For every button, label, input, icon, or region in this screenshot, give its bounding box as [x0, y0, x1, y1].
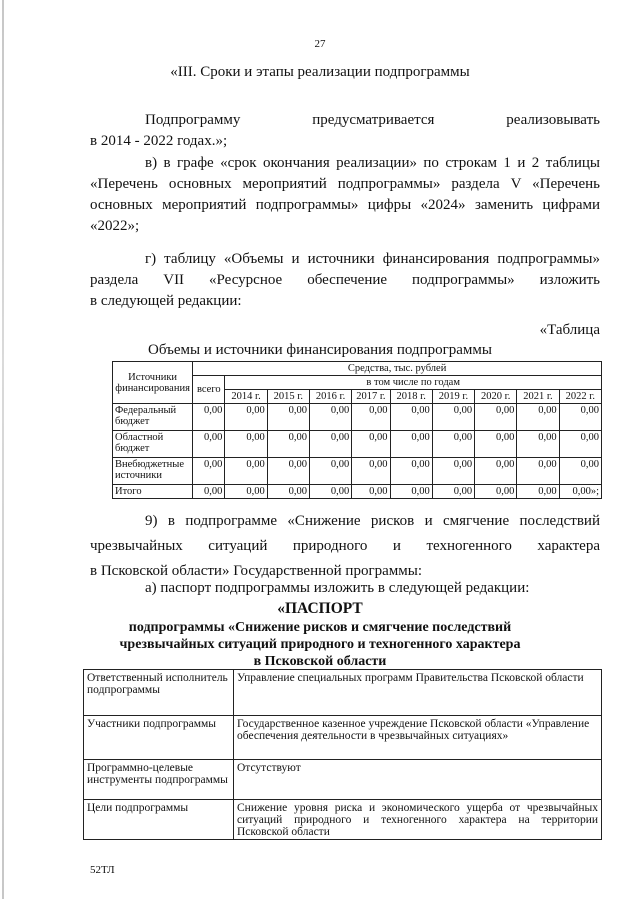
table-label: «Таблица — [539, 322, 600, 338]
table-row — [113, 431, 602, 458]
header-funds: Средства, тыс. рублей — [193, 362, 602, 376]
cell-value: 0,00 — [390, 431, 432, 458]
paragraph-passport-intro: а) паспорт подпрограммы изложить в следующей редакции: — [145, 580, 530, 596]
year-header: 2017 г. — [352, 390, 390, 404]
cell-value: 0,00 — [267, 458, 309, 485]
text-line: в следующей редакции: — [90, 293, 242, 309]
footer-code: 52ТЛ — [90, 864, 115, 876]
cell-value: 0,00 — [193, 404, 225, 431]
cell-value: 0,00»; — [559, 485, 601, 499]
page-edge-shadow — [2, 0, 4, 899]
passport-value: Государственное казенное учреждение Псковской области «Управление обеспечения деятельности в чрезвычайных ситуациях» — [234, 716, 602, 760]
table-row — [84, 800, 602, 840]
passport-label: Цели подпрограммы — [84, 800, 234, 840]
cell-value: 0,00 — [432, 485, 474, 499]
table-row — [113, 485, 602, 499]
cell-value: 0,00 — [267, 485, 309, 499]
cell-value: 0,00 — [193, 485, 225, 499]
cell-value: 0,00 — [475, 485, 517, 499]
year-header: 2016 г. — [309, 390, 351, 404]
passport-label: Участники подпрограммы — [84, 716, 234, 760]
cell-value: 0,00 — [309, 404, 351, 431]
header-by-year: в том числе по годам — [225, 376, 602, 390]
table-row — [84, 670, 602, 716]
year-header: 2020 г. — [475, 390, 517, 404]
cell-value: 0,00 — [309, 431, 351, 458]
paragraph-term — [90, 110, 600, 152]
cell-value: 0,00 — [193, 458, 225, 485]
passport-table — [83, 669, 602, 840]
word: предусматривается — [312, 112, 435, 128]
passport-title-line: подпрограммы «Снижение рисков и смягчение последствий — [128, 620, 512, 635]
text-line: 9) в подпрограмме «Снижение рисков и смягчение последствий — [145, 513, 600, 529]
section-title: «III. Сроки и этапы реализации подпрограммы — [170, 64, 470, 80]
cell-value: 0,00 — [309, 458, 351, 485]
text-line: чрезвычайных ситуаций природного и техногенного характера — [90, 538, 600, 554]
cell-value: 0,00 — [225, 458, 267, 485]
cell-value: 0,00 — [390, 458, 432, 485]
header-total: всего — [193, 376, 225, 404]
cell-value: 0,00 — [267, 431, 309, 458]
cell-value: 0,00 — [309, 485, 351, 499]
year-header: 2022 г. — [559, 390, 601, 404]
cell-value: 0,00 — [225, 431, 267, 458]
cell-value: 0,00 — [225, 404, 267, 431]
passport-value: Отсутствуют — [234, 760, 602, 800]
cell-value: 0,00 — [352, 431, 390, 458]
row-source: Внебюджетные источники — [113, 458, 193, 485]
text-line: раздела VII «Ресурсное обеспечение подпрограммы» изложить — [90, 272, 600, 288]
text-line: в) в графе «срок окончания реализации» по строкам 1 и 2 таблицы — [145, 155, 600, 171]
text-line: в Псковской области» Государственной программы: — [90, 563, 422, 579]
row-source: Федеральный бюджет — [113, 404, 193, 431]
passport-title — [0, 619, 640, 670]
text-line: основных мероприятий подпрограммы» цифры «2024» заменить цифрами — [90, 197, 600, 213]
cell-value: 0,00 — [517, 485, 559, 499]
cell-value: 0,00 — [352, 404, 390, 431]
paragraph-amend-g — [90, 249, 600, 312]
cell-value: 0,00 — [517, 404, 559, 431]
passport-label: Программно-целевые инструменты подпрограммы — [84, 760, 234, 800]
year-header: 2021 г. — [517, 390, 559, 404]
table-row — [84, 760, 602, 800]
cell-value: 0,00 — [559, 431, 601, 458]
cell-value: 0,00 — [352, 485, 390, 499]
text-line: г) таблицу «Объемы и источники финансирования подпрограммы» — [145, 251, 600, 267]
cell-value: 0,00 — [390, 404, 432, 431]
cell-value: 0,00 — [432, 431, 474, 458]
year-header: 2018 г. — [390, 390, 432, 404]
text-line: «2022»; — [90, 218, 140, 234]
table-row — [113, 404, 602, 431]
year-header: 2015 г. — [267, 390, 309, 404]
cell-value: 0,00 — [225, 485, 267, 499]
passport-heading: «ПАСПОРТ — [277, 600, 363, 617]
year-header: 2014 г. — [225, 390, 267, 404]
cell-value: 0,00 — [559, 458, 601, 485]
passport-title-line: в Псковской области — [253, 654, 387, 669]
word: Подпрограмму — [145, 112, 241, 128]
cell-value: 0,00 — [432, 404, 474, 431]
cell-value: 0,00 — [517, 458, 559, 485]
table-title: Объемы и источники финансирования подпрограммы — [148, 342, 492, 358]
passport-title-line: чрезвычайных ситуаций природного и техногенного характера — [119, 637, 521, 652]
cell-value: 0,00 — [559, 404, 601, 431]
table-row — [113, 458, 602, 485]
finance-table — [112, 361, 602, 499]
cell-value: 0,00 — [352, 458, 390, 485]
table-row — [84, 716, 602, 760]
cell-value: 0,00 — [390, 485, 432, 499]
cell-value: 0,00 — [517, 431, 559, 458]
row-source: Итого — [113, 485, 193, 499]
page-number: 27 — [314, 38, 326, 50]
year-header: 2019 г. — [432, 390, 474, 404]
cell-value: 0,00 — [432, 458, 474, 485]
paragraph-subprogram-9 — [90, 509, 600, 584]
row-source: Областной бюджет — [113, 431, 193, 458]
word: реализовывать — [506, 112, 600, 128]
cell-value: 0,00 — [475, 431, 517, 458]
passport-label: Ответственный исполнитель подпрограммы — [84, 670, 234, 716]
cell-value: 0,00 — [475, 458, 517, 485]
passport-value: Управление специальных программ Правительства Псковской области — [234, 670, 602, 716]
cell-value: 0,00 — [267, 404, 309, 431]
paragraph-amend-v — [90, 153, 600, 237]
cell-value: 0,00 — [475, 404, 517, 431]
text-line: «Перечень основных мероприятий подпрограммы» раздела V «Перечень — [90, 176, 600, 192]
text-line: в 2014 - 2022 годах.»; — [90, 133, 228, 149]
cell-value: 0,00 — [193, 431, 225, 458]
header-source: Источники финансирования — [113, 362, 193, 404]
passport-value: Снижение уровня риска и экономического ущерба от чрезвычайных ситуаций природного и техногенного характера на территории Псковской области — [234, 800, 602, 840]
